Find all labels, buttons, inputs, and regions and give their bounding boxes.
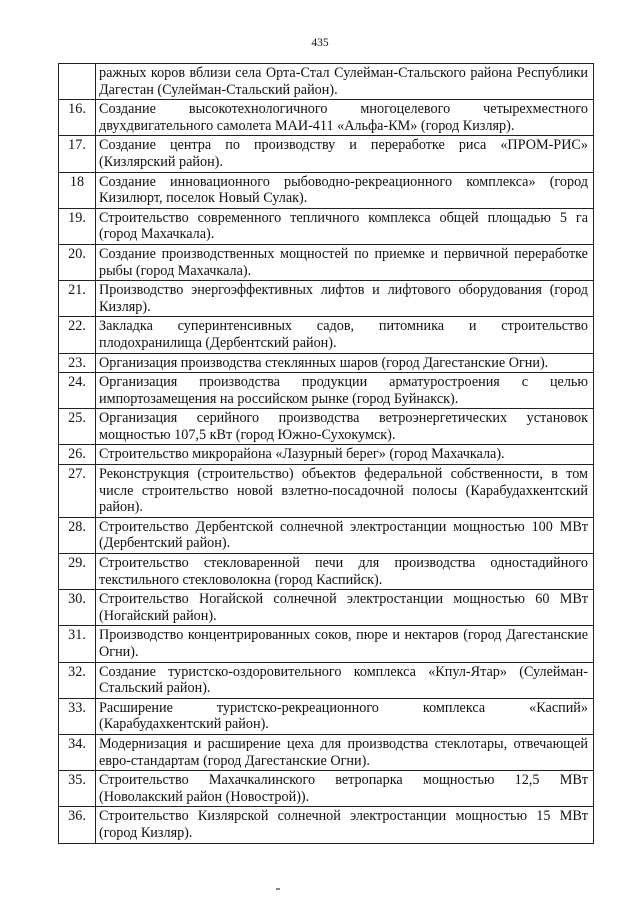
project-description: Строительство Дербентской солнечной электростанции мощностью 100 МВт (Дербентский район).	[96, 517, 594, 553]
project-description: Строительство Ногайской солнечной электростанции мощностью 60 МВт (Ногайский район).	[96, 590, 594, 626]
project-description: Создание туристско-оздоровительного комплекса «Кпул-Ятар» (Сулейман-Стальский район).	[96, 662, 594, 698]
project-description: Модернизация и расширение цеха для производства стеклотары, отвечающей евро-стандартам (город Дагестанские Огни).	[96, 734, 594, 770]
project-description: Строительство современного тепличного комплекса общей площадью 5 га (город Махачкала).	[96, 208, 594, 244]
page-number: 435	[311, 37, 329, 49]
project-description: Реконструкция (строительство) объектов федеральной собственности, в том числе строительство новой взлетно-посадочной полосы (Карабудахкентский район).	[96, 465, 594, 518]
project-description: Расширение туристско-рекреационного комплекса «Каспий» (Карабудахкентский район).	[96, 698, 594, 734]
project-description: Строительство стекловаренной печи для производства одностадийного текстильного стекловолокна (город Каспийск).	[96, 554, 594, 590]
table-row	[59, 807, 594, 843]
project-description: Строительство Махачкалинского ветропарка мощностью 12,5 МВт (Новолакский район (Новострой)).	[96, 771, 594, 807]
row-number: 36.	[59, 807, 96, 843]
table-row	[59, 136, 594, 172]
table-row	[59, 626, 594, 662]
project-description: Организация производства продукции арматуростроения с целью импортозамещения на российском рынке (город Буйнакск).	[96, 373, 594, 409]
table-row	[59, 517, 594, 553]
row-number: 22.	[59, 317, 96, 353]
table-row	[59, 734, 594, 770]
row-number: 28.	[59, 517, 96, 553]
table-row	[59, 698, 594, 734]
project-description: Производство концентрированных соков, пюре и нектаров (город Дагестанские Огни).	[96, 626, 594, 662]
table-row	[59, 100, 594, 136]
projects-table	[58, 63, 594, 844]
project-description: Строительство Кизлярской солнечной электростанции мощностью 15 МВт (город Кизляр).	[96, 807, 594, 843]
project-description: Создание инновационного рыбоводно-рекреационного комплекса» (город Кизилюрт, поселок Новый Сулак).	[96, 172, 594, 208]
table-row	[59, 172, 594, 208]
row-number: 25.	[59, 409, 96, 445]
table-row	[59, 554, 594, 590]
table-row	[59, 465, 594, 518]
project-description: Создание производственных мощностей по приемке и первичной переработке рыбы (город Махачкала).	[96, 244, 594, 280]
row-number: 19.	[59, 208, 96, 244]
project-description: ражных коров вблизи села Орта-Стал Сулейман-Стальского района Республики Дагестан (Сулейман-Стальский район).	[96, 64, 594, 100]
row-number: 34.	[59, 734, 96, 770]
project-description: Производство энергоэффективных лифтов и лифтового оборудования (город Кизляр).	[96, 281, 594, 317]
row-number: 35.	[59, 771, 96, 807]
row-number: 18	[59, 172, 96, 208]
row-number: 32.	[59, 662, 96, 698]
projects-table-body	[59, 64, 594, 844]
project-description: Закладка суперинтенсивных садов, питомника и строительство плодохранилища (Дербентский район).	[96, 317, 594, 353]
row-number: 21.	[59, 281, 96, 317]
project-description: Создание высокотехнологичного многоцелевого четырехместного двухдвигательного самолета МАИ-411 «Альфа-КМ» (город Кизляр).	[96, 100, 594, 136]
row-number: 17.	[59, 136, 96, 172]
row-number: 20.	[59, 244, 96, 280]
scan-mark	[276, 888, 280, 890]
row-number: 29.	[59, 554, 96, 590]
table-row	[59, 353, 594, 373]
table-row	[59, 208, 594, 244]
row-number: 23.	[59, 353, 96, 373]
table-row	[59, 662, 594, 698]
table-row	[59, 244, 594, 280]
table-row	[59, 373, 594, 409]
table-row	[59, 64, 594, 100]
row-number	[59, 64, 96, 100]
row-number: 16.	[59, 100, 96, 136]
table-row	[59, 590, 594, 626]
table-row	[59, 281, 594, 317]
table-row	[59, 771, 594, 807]
project-description: Создание центра по производству и переработке риса «ПРОМ-РИС» (Кизлярский район).	[96, 136, 594, 172]
row-number: 24.	[59, 373, 96, 409]
project-description: Строительство микрорайона «Лазурный берег» (город Махачкала).	[96, 445, 594, 465]
row-number: 30.	[59, 590, 96, 626]
table-row	[59, 445, 594, 465]
row-number: 27.	[59, 465, 96, 518]
row-number: 33.	[59, 698, 96, 734]
table-row	[59, 317, 594, 353]
project-description: Организация производства стеклянных шаров (город Дагестанские Огни).	[96, 353, 594, 373]
project-description: Организация серийного производства ветроэнергетических установок мощностью 107,5 кВт (город Южно-Сухокумск).	[96, 409, 594, 445]
table-row	[59, 409, 594, 445]
row-number: 31.	[59, 626, 96, 662]
row-number: 26.	[59, 445, 96, 465]
